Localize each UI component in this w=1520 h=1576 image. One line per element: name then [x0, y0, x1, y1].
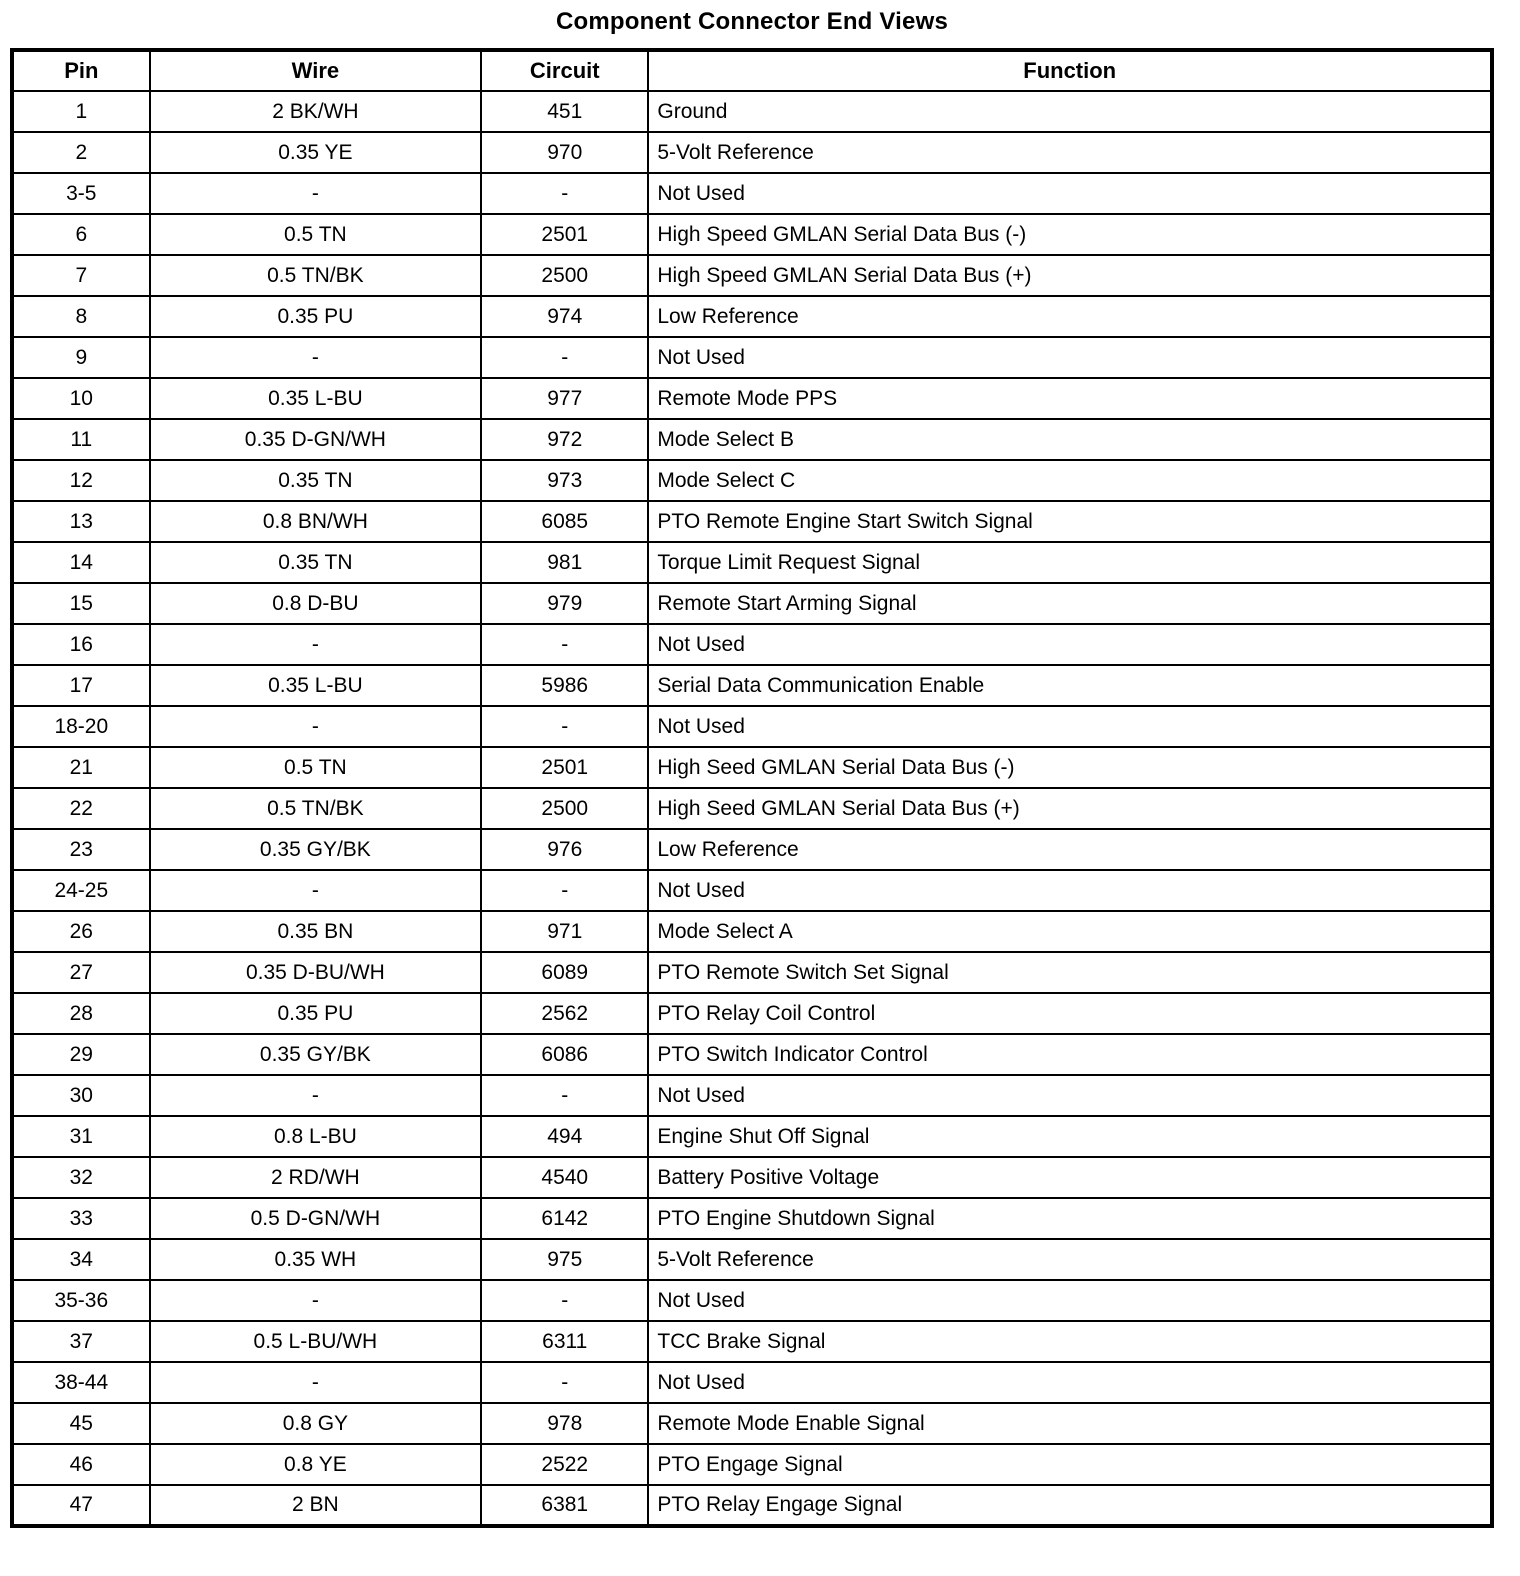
pin-cell: 46 — [12, 1444, 150, 1485]
table-row — [12, 747, 1492, 788]
circuit-cell: 451 — [481, 91, 648, 132]
function-cell: PTO Engage Signal — [648, 1444, 1492, 1485]
table-body — [12, 91, 1492, 1526]
wire-cell: 0.35 TN — [150, 460, 482, 501]
table-row — [12, 419, 1492, 460]
wire-cell: 0.35 L-BU — [150, 378, 482, 419]
wire-cell: - — [150, 1362, 482, 1403]
pin-cell: 9 — [12, 337, 150, 378]
pin-cell: 14 — [12, 542, 150, 583]
pin-cell: 13 — [12, 501, 150, 542]
table-header-row — [12, 50, 1492, 91]
wire-cell: 0.35 TN — [150, 542, 482, 583]
wire-cell: 2 RD/WH — [150, 1157, 482, 1198]
pin-cell: 12 — [12, 460, 150, 501]
circuit-cell: 974 — [481, 296, 648, 337]
column-header-function: Function — [648, 50, 1492, 91]
pin-cell: 18-20 — [12, 706, 150, 747]
table-row — [12, 460, 1492, 501]
circuit-cell: 2501 — [481, 214, 648, 255]
function-cell: Not Used — [648, 870, 1492, 911]
circuit-cell: 979 — [481, 583, 648, 624]
circuit-cell: 970 — [481, 132, 648, 173]
function-cell: 5-Volt Reference — [648, 1239, 1492, 1280]
table-row — [12, 870, 1492, 911]
wire-cell: - — [150, 870, 482, 911]
wire-cell: - — [150, 1075, 482, 1116]
wire-cell: 0.5 D-GN/WH — [150, 1198, 482, 1239]
circuit-cell: - — [481, 1280, 648, 1321]
function-cell: Mode Select B — [648, 419, 1492, 460]
circuit-cell: - — [481, 1362, 648, 1403]
circuit-cell: 2562 — [481, 993, 648, 1034]
wire-cell: 0.35 WH — [150, 1239, 482, 1280]
connector-pinout-table — [10, 48, 1494, 1528]
page-title: Component Connector End Views — [555, 8, 949, 35]
circuit-cell: 973 — [481, 460, 648, 501]
wire-cell: - — [150, 706, 482, 747]
pin-cell: 21 — [12, 747, 150, 788]
pin-cell: 33 — [12, 1198, 150, 1239]
table-row — [12, 1034, 1492, 1075]
pin-cell: 16 — [12, 624, 150, 665]
pin-cell: 7 — [12, 255, 150, 296]
table-row — [12, 1157, 1492, 1198]
table-row — [12, 214, 1492, 255]
circuit-cell: - — [481, 1075, 648, 1116]
wire-cell: 0.5 L-BU/WH — [150, 1321, 482, 1362]
pin-cell: 30 — [12, 1075, 150, 1116]
table-row — [12, 1362, 1492, 1403]
pin-cell: 22 — [12, 788, 150, 829]
pin-cell: 10 — [12, 378, 150, 419]
pin-cell: 29 — [12, 1034, 150, 1075]
wire-cell: 0.8 L-BU — [150, 1116, 482, 1157]
wire-cell: - — [150, 337, 482, 378]
pin-cell: 26 — [12, 911, 150, 952]
wire-cell: 0.8 GY — [150, 1403, 482, 1444]
function-cell: Mode Select A — [648, 911, 1492, 952]
column-header-wire: Wire — [150, 50, 482, 91]
function-cell: Engine Shut Off Signal — [648, 1116, 1492, 1157]
table-row — [12, 501, 1492, 542]
table-row — [12, 1321, 1492, 1362]
function-cell: PTO Relay Engage Signal — [648, 1485, 1492, 1526]
function-cell: Not Used — [648, 1362, 1492, 1403]
function-cell: High Speed GMLAN Serial Data Bus (+) — [648, 255, 1492, 296]
table-row — [12, 296, 1492, 337]
function-cell: Not Used — [648, 337, 1492, 378]
circuit-cell: 972 — [481, 419, 648, 460]
circuit-cell: - — [481, 337, 648, 378]
table-row — [12, 1075, 1492, 1116]
pin-cell: 28 — [12, 993, 150, 1034]
pin-cell: 17 — [12, 665, 150, 706]
wire-cell: 0.35 PU — [150, 993, 482, 1034]
circuit-cell: 6311 — [481, 1321, 648, 1362]
table-row — [12, 993, 1492, 1034]
pin-cell: 8 — [12, 296, 150, 337]
wire-cell: 0.35 BN — [150, 911, 482, 952]
circuit-cell: 5986 — [481, 665, 648, 706]
table-row — [12, 255, 1492, 296]
pin-cell: 31 — [12, 1116, 150, 1157]
pin-cell: 32 — [12, 1157, 150, 1198]
table-row — [12, 1116, 1492, 1157]
wire-cell: 0.5 TN — [150, 214, 482, 255]
table-row — [12, 952, 1492, 993]
wire-cell: 0.5 TN/BK — [150, 788, 482, 829]
wire-cell: 0.35 D-GN/WH — [150, 419, 482, 460]
column-header-pin: Pin — [12, 50, 150, 91]
pin-cell: 2 — [12, 132, 150, 173]
function-cell: Not Used — [648, 173, 1492, 214]
circuit-cell: 976 — [481, 829, 648, 870]
wire-cell: 2 BK/WH — [150, 91, 482, 132]
wire-cell: 0.5 TN — [150, 747, 482, 788]
circuit-cell: 6086 — [481, 1034, 648, 1075]
pin-cell: 3-5 — [12, 173, 150, 214]
function-cell: Remote Mode Enable Signal — [648, 1403, 1492, 1444]
function-cell: Mode Select C — [648, 460, 1492, 501]
function-cell: Serial Data Communication Enable — [648, 665, 1492, 706]
table-row — [12, 337, 1492, 378]
table-row — [12, 624, 1492, 665]
table-row — [12, 1403, 1492, 1444]
column-header-circuit: Circuit — [481, 50, 648, 91]
circuit-cell: 4540 — [481, 1157, 648, 1198]
pin-cell: 38-44 — [12, 1362, 150, 1403]
pin-cell: 15 — [12, 583, 150, 624]
wire-cell: 0.35 D-BU/WH — [150, 952, 482, 993]
function-cell: Remote Mode PPS — [648, 378, 1492, 419]
function-cell: Not Used — [648, 1075, 1492, 1116]
function-cell: Ground — [648, 91, 1492, 132]
table-row — [12, 542, 1492, 583]
function-cell: High Seed GMLAN Serial Data Bus (+) — [648, 788, 1492, 829]
circuit-cell: 2500 — [481, 788, 648, 829]
function-cell: High Speed GMLAN Serial Data Bus (-) — [648, 214, 1492, 255]
function-cell: PTO Engine Shutdown Signal — [648, 1198, 1492, 1239]
wire-cell: 0.35 YE — [150, 132, 482, 173]
circuit-cell: 6142 — [481, 1198, 648, 1239]
table-row — [12, 173, 1492, 214]
table-row — [12, 91, 1492, 132]
wire-cell: - — [150, 1280, 482, 1321]
circuit-cell: 2522 — [481, 1444, 648, 1485]
circuit-cell: 6085 — [481, 501, 648, 542]
circuit-cell: 977 — [481, 378, 648, 419]
circuit-cell: - — [481, 870, 648, 911]
pin-cell: 37 — [12, 1321, 150, 1362]
function-cell: Not Used — [648, 624, 1492, 665]
function-cell: PTO Remote Switch Set Signal — [648, 952, 1492, 993]
circuit-cell: - — [481, 624, 648, 665]
circuit-cell: 971 — [481, 911, 648, 952]
function-cell: 5-Volt Reference — [648, 132, 1492, 173]
wire-cell: 0.8 BN/WH — [150, 501, 482, 542]
pin-cell: 1 — [12, 91, 150, 132]
circuit-cell: 981 — [481, 542, 648, 583]
function-cell: High Seed GMLAN Serial Data Bus (-) — [648, 747, 1492, 788]
pin-cell: 45 — [12, 1403, 150, 1444]
table-row — [12, 132, 1492, 173]
pin-cell: 35-36 — [12, 1280, 150, 1321]
pin-cell: 24-25 — [12, 870, 150, 911]
function-cell: PTO Switch Indicator Control — [648, 1034, 1492, 1075]
wire-cell: 2 BN — [150, 1485, 482, 1526]
table-row — [12, 788, 1492, 829]
pin-cell: 23 — [12, 829, 150, 870]
table-row — [12, 378, 1492, 419]
wire-cell: 0.35 L-BU — [150, 665, 482, 706]
pin-cell: 34 — [12, 1239, 150, 1280]
circuit-cell: 494 — [481, 1116, 648, 1157]
circuit-cell: 978 — [481, 1403, 648, 1444]
pin-cell: 6 — [12, 214, 150, 255]
circuit-cell: 6381 — [481, 1485, 648, 1526]
table-row — [12, 829, 1492, 870]
wire-cell: - — [150, 624, 482, 665]
table-row — [12, 1280, 1492, 1321]
pin-cell: 47 — [12, 1485, 150, 1526]
table-row — [12, 665, 1492, 706]
table-row — [12, 583, 1492, 624]
wire-cell: 0.8 YE — [150, 1444, 482, 1485]
table-row — [12, 1444, 1492, 1485]
wire-cell: - — [150, 173, 482, 214]
wire-cell: 0.35 GY/BK — [150, 1034, 482, 1075]
function-cell: PTO Relay Coil Control — [648, 993, 1492, 1034]
function-cell: Battery Positive Voltage — [648, 1157, 1492, 1198]
function-cell: Not Used — [648, 1280, 1492, 1321]
table-row — [12, 1239, 1492, 1280]
function-cell: Torque Limit Request Signal — [648, 542, 1492, 583]
function-cell: Remote Start Arming Signal — [648, 583, 1492, 624]
circuit-cell: - — [481, 173, 648, 214]
circuit-cell: 2500 — [481, 255, 648, 296]
table-row — [12, 1485, 1492, 1526]
table-row — [12, 706, 1492, 747]
function-cell: Low Reference — [648, 296, 1492, 337]
wire-cell: 0.35 GY/BK — [150, 829, 482, 870]
table-row — [12, 911, 1492, 952]
circuit-cell: 2501 — [481, 747, 648, 788]
pin-cell: 27 — [12, 952, 150, 993]
circuit-cell: 975 — [481, 1239, 648, 1280]
function-cell: Not Used — [648, 706, 1492, 747]
function-cell: TCC Brake Signal — [648, 1321, 1492, 1362]
function-cell: PTO Remote Engine Start Switch Signal — [648, 501, 1492, 542]
table-row — [12, 1198, 1492, 1239]
pin-cell: 11 — [12, 419, 150, 460]
function-cell: Low Reference — [648, 829, 1492, 870]
wire-cell: 0.5 TN/BK — [150, 255, 482, 296]
circuit-cell: - — [481, 706, 648, 747]
wire-cell: 0.35 PU — [150, 296, 482, 337]
circuit-cell: 6089 — [481, 952, 648, 993]
wire-cell: 0.8 D-BU — [150, 583, 482, 624]
